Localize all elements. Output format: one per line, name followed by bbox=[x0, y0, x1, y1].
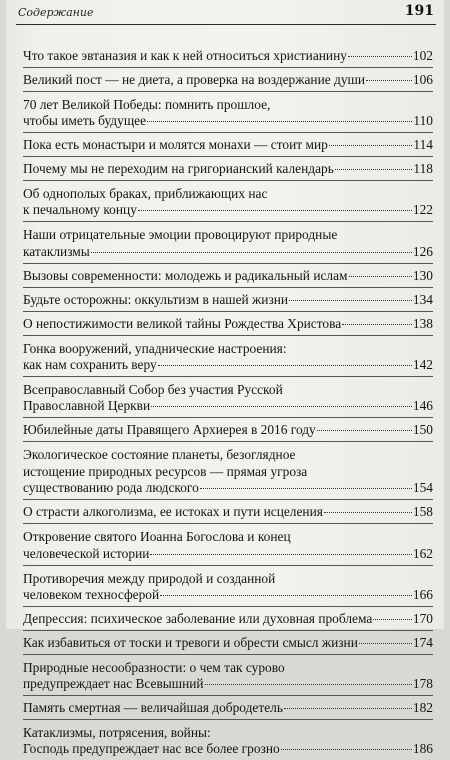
entry-divider bbox=[23, 180, 433, 181]
toc-entry-page-number: 174 bbox=[412, 634, 433, 650]
book-page bbox=[6, 0, 444, 757]
toc-entry bbox=[23, 292, 433, 311]
toc-entry-page-number: 166 bbox=[412, 586, 433, 602]
dot-leader bbox=[138, 209, 412, 211]
table-of-contents bbox=[23, 48, 433, 760]
entry-divider bbox=[23, 335, 433, 336]
toc-entry-page-number: 182 bbox=[412, 700, 433, 716]
toc-entry-title-line: Юбилейные даты Правящего Архиерея в 2016 году bbox=[23, 422, 316, 438]
toc-entry-last-line bbox=[23, 741, 433, 757]
toc-entry bbox=[23, 268, 433, 287]
entry-divider bbox=[23, 91, 433, 92]
toc-entry-page-number: 138 bbox=[412, 315, 433, 331]
toc-entry-last-line bbox=[23, 72, 433, 88]
dot-leader bbox=[349, 275, 412, 277]
toc-entry-title-line: катаклизмы bbox=[23, 243, 90, 259]
entry-divider bbox=[23, 376, 433, 377]
toc-entry-page-number: 110 bbox=[413, 113, 433, 129]
toc-entry-page-number: 118 bbox=[413, 161, 433, 177]
entry-divider bbox=[23, 67, 433, 68]
toc-entry-title-line: человеком техносферой bbox=[23, 586, 160, 602]
entry-divider bbox=[23, 565, 433, 566]
dot-leader bbox=[281, 748, 412, 750]
toc-entry-title-line: существованию рода людского bbox=[23, 480, 199, 496]
dot-leader bbox=[205, 683, 412, 685]
dot-leader bbox=[150, 553, 412, 555]
toc-entry-title-line: Откровение святого Иоанна Богослова и конец bbox=[23, 529, 291, 545]
toc-entry-page-number: 126 bbox=[412, 243, 433, 259]
running-head: Содержание bbox=[18, 6, 94, 19]
entry-divider bbox=[23, 499, 433, 500]
toc-entry bbox=[23, 570, 433, 606]
toc-entry-page-number: 154 bbox=[412, 480, 433, 496]
entry-divider bbox=[23, 417, 433, 418]
toc-entry-last-line bbox=[23, 113, 433, 129]
dot-leader bbox=[91, 251, 412, 253]
toc-entry-last-line bbox=[23, 202, 433, 218]
dot-leader bbox=[284, 707, 412, 709]
dot-leader bbox=[317, 429, 412, 431]
toc-entry-last-line bbox=[23, 504, 433, 520]
toc-entry bbox=[23, 340, 433, 376]
toc-entry-last-line bbox=[23, 587, 433, 603]
toc-entry bbox=[23, 96, 433, 132]
toc-entry-title-line: к печальному концу bbox=[23, 202, 137, 218]
toc-entry bbox=[23, 659, 433, 695]
toc-entry bbox=[23, 161, 433, 180]
toc-entry-last-line bbox=[23, 48, 433, 64]
toc-entry-title-line: Вызовы современности: молодежь и радикальный ислам bbox=[23, 267, 348, 283]
entry-divider bbox=[23, 287, 433, 288]
toc-entry-last-line bbox=[23, 546, 433, 562]
toc-entry bbox=[23, 446, 433, 499]
toc-entry bbox=[23, 316, 433, 335]
toc-entry bbox=[23, 137, 433, 156]
toc-entry-title-line: Гонка вооружений, упаднические настроения: bbox=[23, 340, 287, 356]
toc-entry-title-line: как нам сохранить веру bbox=[23, 356, 157, 372]
dot-leader bbox=[160, 594, 412, 596]
toc-entry-title-line: Экологическое состояние планеты, безоглядное bbox=[23, 447, 296, 463]
entry-divider bbox=[23, 132, 433, 133]
dot-leader bbox=[151, 405, 412, 407]
toc-entry-title-line: человеческой истории bbox=[23, 545, 150, 561]
toc-entry-title-line: О страсти алкоголизма, ее истоках и пути исцеления bbox=[23, 504, 323, 520]
dot-leader bbox=[366, 79, 412, 81]
entry-divider bbox=[23, 606, 433, 607]
toc-entry bbox=[23, 72, 433, 91]
toc-entry-last-line bbox=[23, 635, 433, 651]
toc-entry-last-line bbox=[23, 676, 433, 692]
toc-entry-title-line: Природные несообразности: о чем так сурово bbox=[23, 659, 285, 675]
toc-entry-page-number: 102 bbox=[412, 48, 433, 63]
toc-entry-last-line bbox=[23, 480, 433, 496]
dot-leader bbox=[329, 144, 413, 146]
toc-entry bbox=[23, 700, 433, 719]
toc-entry-page-number: 186 bbox=[412, 741, 433, 757]
entry-divider bbox=[23, 630, 433, 631]
toc-entry-last-line bbox=[23, 292, 433, 308]
toc-entry-title-line: Будьте осторожны: оккультизм в нашей жизни bbox=[23, 291, 289, 307]
toc-entry-page-number: 114 bbox=[413, 137, 433, 153]
entry-divider bbox=[23, 156, 433, 157]
dot-leader bbox=[335, 168, 413, 170]
dot-leader bbox=[324, 511, 412, 513]
dot-leader bbox=[359, 642, 412, 644]
toc-entry-last-line bbox=[23, 357, 433, 373]
toc-entry-title-line: Великий пост — не диета, а проверка на воздержание души bbox=[23, 72, 366, 87]
toc-entry-title-line: Наши отрицательные эмоции провоцируют природные bbox=[23, 227, 338, 243]
toc-entry-page-number: 130 bbox=[412, 267, 433, 283]
toc-entry bbox=[23, 422, 433, 441]
toc-entry-title-line: 70 лет Великой Победы: помнить прошлое, bbox=[23, 97, 271, 112]
toc-entry bbox=[23, 504, 433, 523]
toc-entry bbox=[23, 635, 433, 654]
toc-entry bbox=[23, 226, 433, 262]
toc-entry-last-line bbox=[23, 244, 433, 260]
entry-divider bbox=[23, 523, 433, 524]
toc-entry-last-line bbox=[23, 161, 433, 177]
toc-entry-title-line: чтобы иметь будущее bbox=[23, 113, 147, 129]
entry-divider bbox=[23, 311, 433, 312]
entry-divider bbox=[23, 654, 433, 655]
toc-entry-page-number: 122 bbox=[412, 202, 433, 218]
entry-divider bbox=[23, 719, 433, 720]
toc-entry-title-line: Пока есть монастыри и молятся монахи — стоит мир bbox=[23, 137, 328, 153]
toc-entry-page-number: 178 bbox=[412, 676, 433, 692]
toc-entry-title-line: Противоречия между природой и созданной bbox=[23, 570, 276, 586]
toc-entry-title-line: Всеправославный Собор без участия Русской bbox=[23, 381, 283, 397]
toc-entry-last-line bbox=[23, 316, 433, 332]
toc-entry-last-line bbox=[23, 268, 433, 284]
toc-entry-title-line: Катаклизмы, потрясения, войны: bbox=[23, 725, 211, 741]
toc-entry-last-line bbox=[23, 422, 433, 438]
dot-leader bbox=[342, 323, 412, 325]
toc-entry-page-number: 170 bbox=[412, 610, 433, 626]
dot-leader bbox=[373, 618, 412, 620]
toc-entry-title-line: Господь предупреждает нас все более грозно bbox=[23, 741, 280, 757]
toc-entry-last-line bbox=[23, 611, 433, 627]
toc-entry-title-line: Как избавиться от тоски и тревоги и обрести смысл жизни bbox=[23, 634, 358, 650]
toc-entry-page-number: 142 bbox=[412, 356, 433, 372]
toc-entry-title-line: Депрессия: психическое заболевание или духовная проблема bbox=[23, 610, 373, 626]
page-header bbox=[16, 4, 436, 25]
dot-leader bbox=[348, 55, 412, 57]
dot-leader bbox=[158, 364, 412, 366]
toc-entry-page-number: 158 bbox=[412, 504, 433, 520]
toc-entry-title-line: Что такое эвтаназия и как к ней относиться христианину bbox=[23, 48, 347, 63]
toc-entry bbox=[23, 724, 433, 760]
toc-entry bbox=[23, 611, 433, 630]
dot-leader bbox=[200, 487, 412, 489]
toc-entry bbox=[23, 185, 433, 221]
toc-entry bbox=[23, 381, 433, 417]
toc-entry-last-line bbox=[23, 398, 433, 414]
page-number: 191 bbox=[404, 3, 434, 19]
entry-divider bbox=[23, 695, 433, 696]
toc-entry-page-number: 106 bbox=[412, 72, 433, 87]
toc-entry-page-number: 146 bbox=[412, 398, 433, 414]
toc-entry-page-number: 134 bbox=[412, 291, 433, 307]
toc-entry-last-line bbox=[23, 700, 433, 716]
toc-entry-title-line: Православной Церкви bbox=[23, 398, 151, 414]
toc-entry bbox=[23, 48, 433, 67]
toc-entry-title-line: предупреждает нас Всевышний bbox=[23, 676, 204, 692]
toc-entry-title-line: Память смертная — величайшая добродетель bbox=[23, 700, 283, 716]
entry-divider bbox=[23, 263, 433, 264]
toc-entry bbox=[23, 528, 433, 564]
toc-entry-page-number: 150 bbox=[412, 422, 433, 438]
entry-divider bbox=[23, 221, 433, 222]
toc-entry-title-line: Почему мы не переходим на григорианский календарь bbox=[23, 161, 334, 177]
dot-leader bbox=[289, 299, 412, 301]
toc-entry-title-line: О непостижимости великой тайны Рождества Христова bbox=[23, 315, 342, 331]
toc-entry-title-line: Об однополых браках, приближающих нас bbox=[23, 186, 268, 202]
toc-entry-page-number: 162 bbox=[412, 545, 433, 561]
toc-entry-last-line bbox=[23, 137, 433, 153]
dot-leader bbox=[147, 120, 412, 122]
toc-entry-title-line: истощение природных ресурсов — прямая угроза bbox=[23, 464, 308, 480]
entry-divider bbox=[23, 441, 433, 442]
